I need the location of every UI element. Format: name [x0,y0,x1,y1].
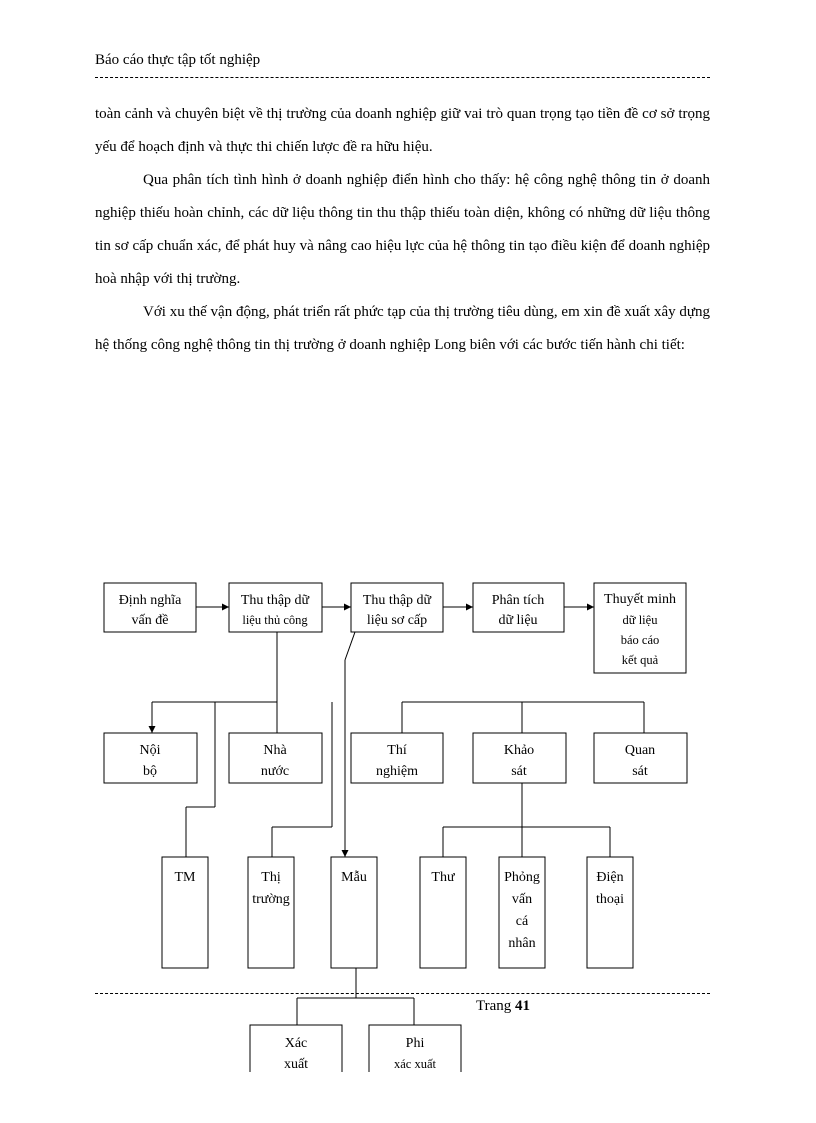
step-primary-collection [351,583,443,632]
box-label: Thí [387,743,407,758]
step-analyze-data [473,583,564,632]
box-label: Mẫu [341,870,367,885]
paragraph: Qua phân tích tình hình ở doanh nghiệp điển hình cho thấy: hệ công nghệ thông tin ở doanh nghiệp thiếu hoàn chỉnh, các dữ liệu thông tin thu thập thiếu toàn diện, không có những dữ liệu thông tin sơ cấp chuẩn xác, để phát huy và nâng cao hiệu lực của hệ thông tin tạo điều kiện để doanh nghiệp hoà nhập với thị trường. [95,172,710,287]
box-label: Xác [284,1036,308,1051]
subsource-sample [331,857,377,968]
box-label: bộ [143,764,157,779]
box-label: Thuyết minh [604,592,676,607]
report-title: Báo cáo thực tập tốt nghiệp [95,52,261,68]
box-label: kết quả [621,653,659,667]
box-label: nghiệm [376,764,418,779]
subsource-market [248,857,294,968]
box-label: vấn đề [131,613,169,628]
box-label: liệu sơ cấp [366,613,428,628]
source-survey [473,733,566,783]
source-government [229,733,322,783]
page-number: 41 [515,998,531,1014]
source-experiment [351,733,443,783]
box-label: Điện [596,870,624,885]
box-label: xuất [283,1057,309,1072]
box-label: Thu thập dữ [362,593,432,608]
box-label: Thu thập dữ [240,593,310,608]
paragraph: toàn cảnh và chuyên biệt về thị trường của doanh nghiệp giữ vai trò quan trọng tạo tiền đề cơ sở trọng yếu để hoạch định và thực thi chiến lược đề ra hữu hiệu. [95,106,710,155]
box-label: Khảo [503,743,535,758]
page-label: Trang [476,998,512,1014]
box-label: nước [260,764,290,779]
box-label: báo cáo [620,633,660,647]
box-label: Phỏng [504,870,540,885]
source-observation [594,733,687,783]
step-define-problem [104,583,196,632]
box-label: cá [515,914,529,929]
connector-lines [152,607,644,1025]
box-label: TM [174,870,196,885]
sampling-probability [250,1025,342,1074]
box-label: dữ liệu [498,613,538,628]
subsource-tm [162,857,208,968]
footer-divider [95,993,710,994]
box-label: Nhà [263,743,287,758]
subsource-phone [587,857,633,968]
sampling-non-probability [369,1025,461,1074]
box-label: nhân [508,936,536,951]
box-label: Thư [431,870,455,885]
box-label: xác xuất [394,1057,436,1071]
paragraph: Với xu thế vận động, phát triển rất phức tạp của thị trường tiêu dùng, em xin đề xuất xây dựng hệ thống công nghệ thông tin thị trường ở doanh nghiệp Long biên với các bước tiến hành chi tiết: [95,304,710,353]
subsource-personal-interview [499,857,545,968]
box-label: dữ liệu [622,613,658,627]
box-label: sát [511,764,527,779]
step-manual-collection [229,583,322,632]
clip-band [248,1072,464,1076]
box-label: vấn [511,892,533,907]
box-label: Phân tích [491,593,545,608]
subsource-mail [420,857,466,968]
page-footer [476,998,530,1015]
source-internal [104,733,197,783]
box-label: Phi [405,1036,425,1051]
box-label: Thị [261,870,281,885]
box-label: Định nghĩa [118,593,182,608]
box-label: liệu thủ công [242,613,308,627]
box-label: Quan [624,743,656,758]
step-report-results [594,583,686,673]
box-label: Nội [139,743,161,758]
box-label: trường [252,892,290,907]
box-label: sát [632,764,648,779]
box-label: thoại [596,892,624,907]
